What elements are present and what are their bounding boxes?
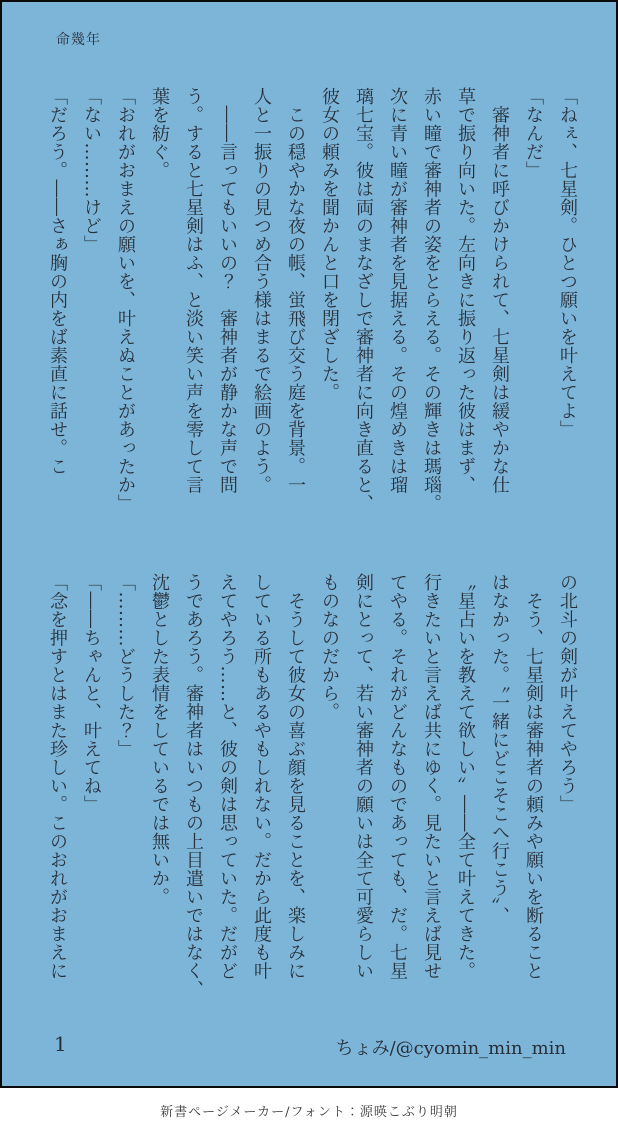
text-column: 「だろう。――さぁ胸の内をば素直に話せ。こ bbox=[47, 87, 68, 476]
text-column: 赤い瞳で審神者の姿をとらえる。その輝きは瑪瑙。 bbox=[421, 87, 442, 513]
text-column: 彼女の頼みを聞かんと口を閉ざした。 bbox=[319, 87, 340, 402]
text-column: 「――ちゃんと、叶えてね」 bbox=[81, 573, 102, 814]
text-column: 剣にとって、若い審神者の願いは全て可愛らしい bbox=[353, 573, 374, 980]
page-title: 命幾年 bbox=[56, 32, 101, 48]
text-column: えてやろう……と、彼の剣は思っていた。だがど bbox=[217, 573, 238, 980]
text-column: ――言ってもいいの？ 審神者が静かな声で問 bbox=[217, 87, 238, 494]
text-column: 「ねぇ、七星剣。ひとつ願いを叶えてよ」 bbox=[557, 87, 578, 439]
text-column: 葉を紡ぐ。 bbox=[149, 87, 170, 180]
text-column: そう、七星剣は審神者の頼みや願いを断ること bbox=[523, 573, 544, 980]
generator-footer bbox=[0, 1088, 618, 1132]
text-column: そうして彼女の喜ぶ顔を見ることを、楽しみに bbox=[285, 573, 306, 980]
text-column: 審神者に呼びかけられて、七星剣は緩やかな仕 bbox=[489, 87, 510, 494]
text-column: 行きたいと言えば共にゆく。見たいと言えば見せ bbox=[421, 573, 442, 980]
text-column: 草で振り向いた。左向きに振り返った彼はまず、 bbox=[455, 87, 476, 494]
text-column: 「………どうした？」 bbox=[115, 573, 136, 758]
text-column: 「なんだ」 bbox=[523, 87, 544, 180]
text-band-top bbox=[36, 87, 584, 521]
text-column: はなかった。〝一緒にどこそこへ行こう〟、 bbox=[489, 573, 510, 925]
text-column: 「念を押すとはまた珍しい。このおれがおまえに bbox=[47, 573, 68, 980]
text-column: てやる。それがどんなものであっても、だ。七星 bbox=[387, 573, 408, 980]
text-column: 璃七宝。彼は両のまなざしで審神者に向き直ると、 bbox=[353, 87, 374, 513]
text-column: この穏やかな夜の帳、蛍飛び交う庭を背景。一 bbox=[285, 87, 306, 494]
author-credit: ちょみ/@cyomin_min_min bbox=[335, 1038, 566, 1059]
text-column: ものなのだから。 bbox=[319, 573, 340, 721]
text-column: の北斗の剣が叶えてやろう」 bbox=[557, 573, 578, 814]
text-column: 沈鬱とした表情をしているでは無いか。 bbox=[149, 573, 170, 906]
text-column: 「おれがおまえの願いを、叶えぬことがあったか」 bbox=[115, 87, 136, 513]
generator-label: 新書ページメーカー/フォント：源暎こぶり明朝 bbox=[160, 1104, 458, 1120]
text-column: 〝星占いを教えて欲しい〟――全て叶えてきた。 bbox=[455, 573, 476, 980]
text-column: している所もあるやもしれない。だから此度も叶 bbox=[251, 573, 272, 980]
text-band-bottom bbox=[36, 573, 584, 1007]
text-column: 「ない………けど」 bbox=[81, 87, 102, 254]
page-number: 1 bbox=[54, 1032, 67, 1056]
text-column: う。すると七星剣はふ、と淡い笑い声を零して言 bbox=[183, 87, 204, 494]
text-column: 人と一振りの見つめ合う様はまるで絵画のよう。 bbox=[251, 87, 272, 494]
text-column: うであろう。審神者はいつもの上目遣いではなく、 bbox=[183, 573, 204, 999]
text-column: 次に青い瞳が審神者を見据える。その煌めきは瑠 bbox=[387, 87, 408, 494]
